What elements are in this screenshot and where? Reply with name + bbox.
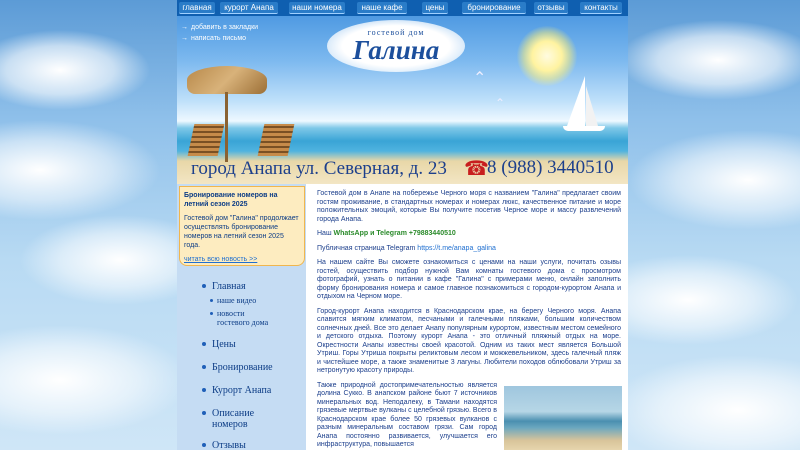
write-letter-link[interactable]: → написать письмо xyxy=(181,33,258,44)
umbrella-pole-graphic xyxy=(225,92,228,162)
nav-contacts[interactable]: контакты xyxy=(580,2,622,14)
address-text: город Анапа ул. Северная, д. 23 xyxy=(191,158,447,179)
phone-icon: ☎ xyxy=(464,158,489,180)
telegram-link[interactable]: https://t.me/anapa_galina xyxy=(417,244,496,252)
services-paragraph: На нашем сайте Вы сможете ознакомиться с ценами на наши услуги, почитать озывы гостей, осуществить подбор нужной Вам комнаты гостевого дома с просмотром фотографий, узнать о питании в кафе "Галина" с примерами меню, онлайн заполнить форму бронирования номера и самое главное познакомиться с городом-курортом Анапа и отдыхом на Черном море. xyxy=(317,259,621,300)
sailboat-hull-graphic xyxy=(563,126,605,131)
seagull-icon: ⌃ xyxy=(495,96,506,110)
side-menu xyxy=(195,276,306,450)
beach-chair-graphic xyxy=(258,124,295,156)
seagull-icon: ⌃ xyxy=(473,70,487,87)
top-navigation xyxy=(177,0,628,16)
page-container xyxy=(177,0,628,450)
read-more-link[interactable]: читать всю новость >> xyxy=(184,256,258,263)
menu-item-booking[interactable]: Бронирование xyxy=(195,362,306,373)
sailboat-jib-graphic xyxy=(586,86,598,126)
beach-chair-graphic xyxy=(188,124,225,156)
background-clouds-left xyxy=(0,0,178,450)
sights-paragraph: Также природной достопримечательностью является долина Сукко. В анапском районе бьют 7 источников минеральных вод. Неподалеку, в Тамани находятся грязевые мертвые вулканы с целебной грязью. Всего в Краснодарском крае более 50 грязевых вулканов с разным минеральным составом грязи. Сам город Анапа постоянно развивается, улучшается его инфраструктура, повышается xyxy=(317,381,497,448)
logo-name: Галина xyxy=(352,35,440,65)
menu-item-main[interactable]: Главная xyxy=(195,281,306,292)
nav-resort[interactable]: курорт Анапа xyxy=(220,2,278,14)
background-clouds-right xyxy=(628,0,800,450)
beach-umbrella-graphic xyxy=(187,66,267,94)
telegram-prefix: Публичная страница Telegram xyxy=(317,244,418,252)
whatsapp-line xyxy=(317,230,621,239)
telegram-line xyxy=(317,245,621,254)
header-banner xyxy=(177,16,628,184)
logo-subtitle: гостевой дом xyxy=(367,28,425,37)
whatsapp-prefix: Наш xyxy=(317,230,334,237)
menu-item-reviews[interactable]: Отзывы xyxy=(195,440,306,450)
nav-home[interactable]: главная xyxy=(179,2,215,14)
resort-paragraph: Город-курорт Анапа находится в Краснодарском крае, на берегу Черного моря. Анапа славится мягким климатом, песчаными и галечными пляжами, большим количеством солнечных дней. Все это делает Анапу популярным курортом, известным местом семейного и детского отдыха. Поэтому курорт Анапа - это отличный пляжный отдых на море. Окрестности Анапы известны своей красотой. Одним из таких мест является Большой Утриш. Горы Утриша покрыты реликтовым лесом и можжевельником, здесь галечный пляж и чистейшее море, а также знаменитые 3 лагуны. Любители походов облюбовали Утриш за нетронутую красоту природы. xyxy=(317,307,621,374)
nav-booking[interactable]: бронирование xyxy=(462,2,526,14)
sailboat-graphic xyxy=(567,76,585,126)
news-body: Гостевой дом "Галина" продолжает осуществлять бронирование номеров на летний сезон 2025 года. xyxy=(184,215,299,249)
header-links xyxy=(181,22,258,44)
menu-item-news[interactable]: новости гостевого дома xyxy=(195,309,277,327)
news-box xyxy=(179,186,305,266)
sidebar xyxy=(177,184,306,450)
nav-reviews[interactable]: отзывы xyxy=(534,2,568,14)
menu-item-rooms[interactable]: Описание номеров xyxy=(195,408,262,430)
news-title: Бронирование номеров на летний сезон 2025 xyxy=(184,192,278,208)
menu-item-prices[interactable]: Цены xyxy=(195,339,306,350)
menu-item-resort[interactable]: Курорт Анапа xyxy=(195,385,306,396)
phone-number[interactable]: 8 (988) 3440510 xyxy=(487,157,614,178)
whatsapp-contact[interactable]: WhatsApp и Telegram +79883440510 xyxy=(333,230,456,237)
add-bookmark-link[interactable]: → добавить в закладки xyxy=(181,22,258,33)
nav-cafe[interactable]: наше кафе xyxy=(357,2,407,14)
site-logo[interactable] xyxy=(327,20,465,72)
nav-rooms[interactable]: наши номера xyxy=(289,2,345,14)
intro-paragraph: Гостевой дом в Анапе на побережье Черного моря с названием "Галина" предлагает своим гостям проживание, в стандартных номерах и номерах люкс, качественное питание и море положительных эмоций, которые Вы получите посетив Черное море и массу развлечений города Анапа. xyxy=(317,190,621,223)
nav-prices[interactable]: цены xyxy=(422,2,448,14)
menu-item-video[interactable]: наше видео xyxy=(195,296,306,305)
beach-photo xyxy=(504,386,622,450)
